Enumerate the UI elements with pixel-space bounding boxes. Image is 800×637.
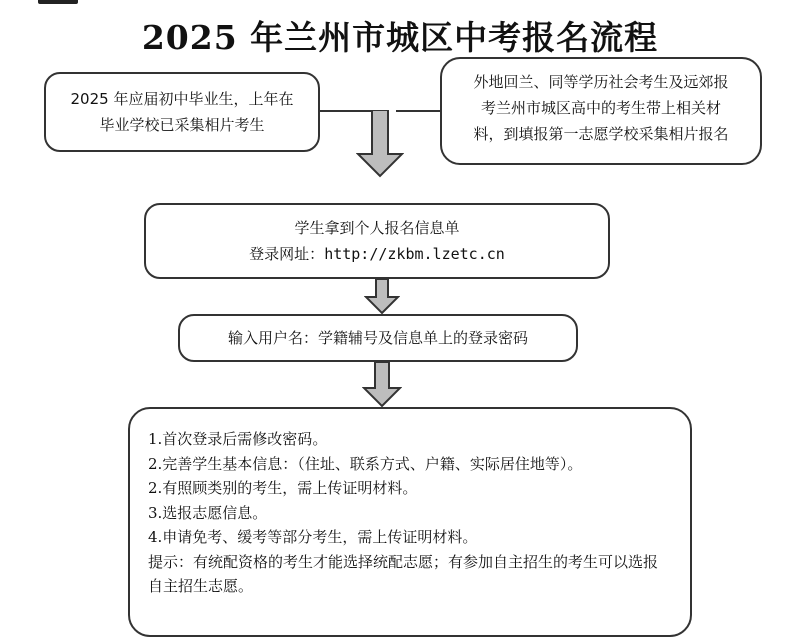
step-item: 2.有照顾类别的考生，需上传证明材料。 [148,479,418,497]
login-url-line [146,241,608,267]
step-item: 3.选报志愿信息。 [148,503,268,522]
login-url-link[interactable]: http://zkbm.lzetc.cn [324,245,505,263]
info-sheet-box [144,203,610,279]
step-item: 4.申请免考、缓考等部分考生，需上传证明材料。 [148,528,478,546]
registration-steps-box [128,407,692,637]
username-instruction-text: 输入用户名：学籍辅号及信息单上的登录密码 [227,329,528,347]
local-graduates-box [44,72,320,152]
info-sheet-text: 学生拿到个人报名信息单 [294,219,460,237]
other-candidates-box [440,57,762,165]
username-instruction-box [178,314,578,362]
step-item: 2.完善学生基本信息：（住址、联系方式、户籍、实际居住地等）。 [148,454,583,473]
tip-text: 提示：有统配资格的考生才能选择统配志愿；有参加自主招生的考生可以选报自主招生志愿。 [148,552,659,595]
down-arrow-icon [356,110,404,178]
other-candidates-line-1: 外地回兰、同等学历社会考生及远郊报 [473,73,729,91]
local-graduates-line-2: 毕业学校已采集相片考生 [99,116,265,134]
step-item: 1.首次登录后需修改密码。 [148,430,328,448]
other-candidates-line-2: 考兰州市城区高中的考生带上相关材 [480,99,721,117]
login-url-label: 登录网址： [249,245,325,263]
other-candidates-line-3: 料，到填报第一志愿学校采集相片报名 [473,125,729,143]
corner-mark [38,0,78,4]
down-arrow-icon [364,279,400,315]
local-graduates-line-1: 2025 年应届初中毕业生，上年在 [70,90,294,108]
page-title: 2025 年兰州市城区中考报名流程 [141,18,659,57]
down-arrow-icon [362,362,402,408]
